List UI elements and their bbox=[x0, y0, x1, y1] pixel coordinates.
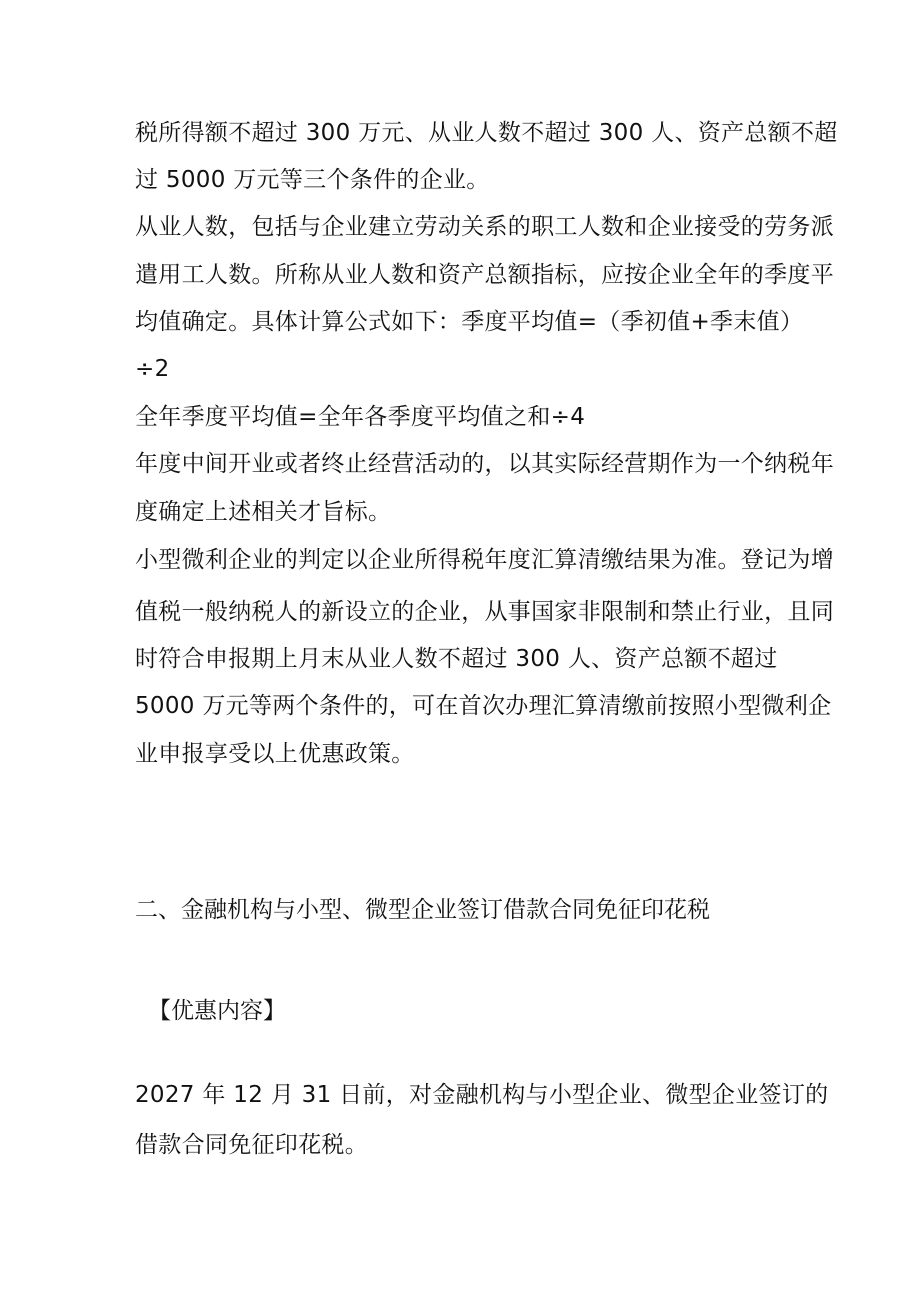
paragraph-5-line-1: 小型微利企业的判定以企业所得税年度汇算清缴结果为准。登记为增 bbox=[135, 547, 834, 573]
paragraph-5-line-5: 业申报享受以上优惠政策。 bbox=[135, 741, 415, 767]
paragraph-1-line-2: 过 5000 万元等三个条件的企业。 bbox=[135, 167, 490, 193]
paragraph-4-line-2: 度确定上述相关才旨标。 bbox=[135, 499, 392, 525]
section-2-heading: 二、金融机构与小型、微型企业签订借款合同免征印花税 bbox=[135, 897, 710, 923]
paragraph-2-line-3: 均值确定。具体计算公式如下：季度平均值=（季初值+季末值） bbox=[135, 309, 804, 335]
paragraph-5-line-2: 值税一般纳税人的新设立的企业，从事国家非限制和禁止行业，且同 bbox=[135, 599, 834, 625]
paragraph-2-line-4: ÷2 bbox=[135, 356, 170, 382]
section-2-label: 【优惠内容】 bbox=[148, 998, 286, 1024]
paragraph-5-line-3: 时符合申报期上月末从业人数不超过 300 人、资产总额不超过 bbox=[135, 646, 778, 672]
paragraph-3-line-1: 全年季度平均值=全年各季度平均值之和÷4 bbox=[135, 404, 586, 430]
paragraph-2-line-1: 从业人数，包括与企业建立劳动关系的职工人数和企业接受的劳务派 bbox=[135, 214, 834, 240]
paragraph-5-line-4: 5000 万元等两个条件的，可在首次办理汇算清缴前按照小型微利企 bbox=[135, 693, 832, 719]
paragraph-1-line-1: 税所得额不超过 300 万元、从业人数不超过 300 人、资产总额不超 bbox=[135, 120, 838, 146]
section-2-body-line-2: 借款合同免征印花税。 bbox=[135, 1132, 368, 1158]
section-2-body-line-1: 2027 年 12 月 31 日前，对金融机构与小型企业、微型企业签订的 bbox=[135, 1082, 829, 1108]
paragraph-4-line-1: 年度中间开业或者终止经营活动的，以其实际经营期作为一个纳税年 bbox=[135, 451, 834, 477]
paragraph-2-line-2: 遣用工人数。所称从业人数和资产总额指标，应按企业全年的季度平 bbox=[135, 262, 834, 288]
